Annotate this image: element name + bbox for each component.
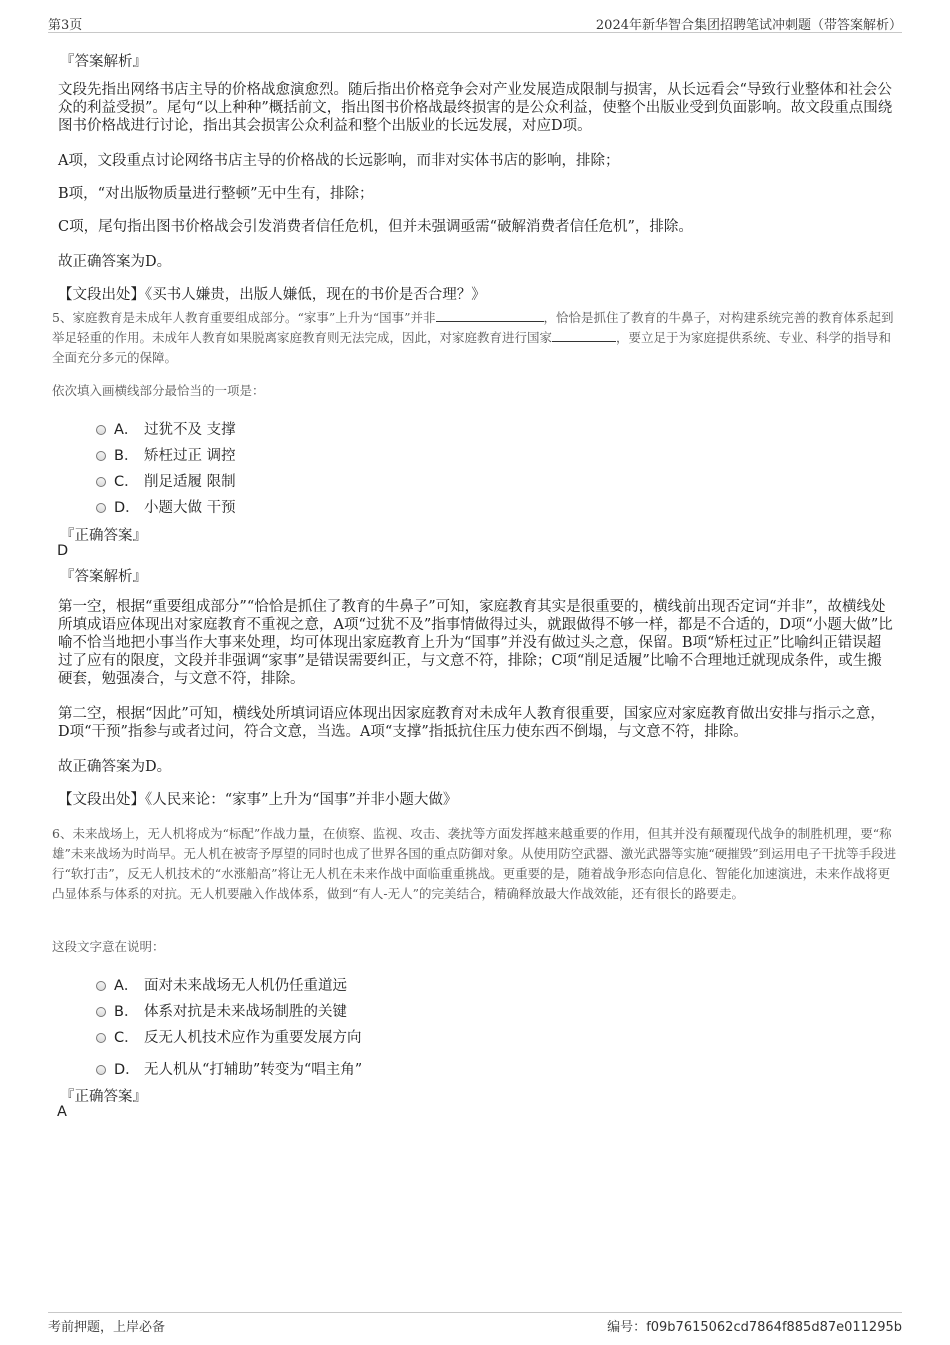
page-number: 第3页 xyxy=(48,18,83,33)
q6-option-d[interactable]: D． 无人机从“打辅助”转变为“唱主角” xyxy=(96,1058,362,1078)
analysis-option-c: C项，尾句指出图书价格战会引发消费者信任危机，但并未强调亟需“破解消费者信任危机”，排除。 xyxy=(58,219,693,235)
analysis-paragraph-2: 第二空，根据“因此”可知，横线处所填词语应体现出因家庭教育对未成年人教育很重要，国家应对家庭教育做出安排与指示之意，D项“干预”指参与或者过问，符合文意，当选。A项“支撑”指抵抗住压力使东西不倒塌，与文意不符，排除。 xyxy=(58,706,885,740)
q6-option-c[interactable]: C． 反无人机技术应作为重要发展方向 xyxy=(96,1026,362,1046)
q5-option-b[interactable]: B． 矫枉过正 调控 xyxy=(96,444,236,464)
radio-icon[interactable] xyxy=(96,981,106,991)
radio-icon[interactable] xyxy=(96,477,106,487)
page-footer xyxy=(48,1312,902,1338)
question-5-prompt: 依次填入画横线部分最恰当的一项是： xyxy=(52,383,265,398)
document-title: 2024年新华智合集团招聘笔试冲刺题（带答案解析） xyxy=(595,18,902,33)
footer-slogan: 考前押题，上岸必备 xyxy=(48,1320,166,1335)
analysis-conclusion: 故正确答案为D。 xyxy=(58,759,172,775)
radio-icon[interactable] xyxy=(96,1065,106,1075)
analysis-conclusion: 故正确答案为D。 xyxy=(58,254,172,270)
passage-source: 【文段出处】《人民来论：“家事”上升为“国事”并非小题大做》 xyxy=(58,792,458,808)
radio-icon[interactable] xyxy=(96,451,106,461)
page-header xyxy=(48,14,902,33)
question-6-stem: 6、未来战场上，无人机将成为“标配”作战力量，在侦察、监视、攻击、袭扰等方面发挥越来越重要的作用，但其并没有颠覆现代战争的制胜机理，要“称雄”未来战场为时尚早。无人机在被寄予厚望的同时也成了世界各国的重点防御对象。从使用防空武器、激光武器等实施“硬摧毁”到运用电子干扰等手段进行“软打击”，反无人机技术的“水涨船高”将让无人机在未来作战中面临重重挑战。更重要的是，随着战争形态向信息化、智能化加速演进，未来作战将更凸显体系与体系的对抗。无人机要融入作战体系，做到“有人-无人”的完美结合，精确释放最大作战效能，还有很长的路要走。 xyxy=(52,826,897,901)
correct-answer: D xyxy=(57,543,69,559)
radio-icon[interactable] xyxy=(96,503,106,513)
radio-icon[interactable] xyxy=(96,425,106,435)
radio-icon[interactable] xyxy=(96,1007,106,1017)
analysis-label: 『答案解析』 xyxy=(60,54,147,70)
answer-label: 『正确答案』 xyxy=(60,1089,147,1105)
q5-option-c[interactable]: C． 削足适履 限制 xyxy=(96,470,236,490)
analysis-option-b: B项，“对出版物质量进行整顿”无中生有，排除； xyxy=(58,186,374,202)
q6-option-a[interactable]: A． 面对未来战场无人机仍任重道远 xyxy=(96,974,347,994)
document-code: 编号：f09b7615062cd7864f885d87e011295b xyxy=(607,1320,902,1335)
answer-label: 『正确答案』 xyxy=(60,528,147,544)
analysis-label: 『答案解析』 xyxy=(60,569,147,585)
correct-answer: A xyxy=(57,1104,67,1120)
passage-source: 【文段出处】《买书人嫌贵，出版人嫌低，现在的书价是否合理？》 xyxy=(58,287,486,303)
analysis-paragraph: 文段先指出网络书店主导的价格战愈演愈烈。随后指出价格竞争会对产业发展造成限制与损害，从长远看会“导致行业整体和社会公众的利益受损”。尾句“以上种种”概括前文，指出图书价格战最终损害的是公众利益，使整个出版业受到负面影响。故文段重点围绕图书价格战进行讨论，指出其会损害公众利益和整个出版业的长远发展，对应D项。 xyxy=(58,82,893,134)
question-5-stem: 5、家庭教育是未成年人教育重要组成部分。“家事”上升为“国事”并非 ，恰恰是抓住了教育的牛鼻子，对构建系统完善的教育体系起到举足轻重的作用。未成年人教育如果脱离家庭教育则无法完成，因此，对家庭教育进行国家 ，要立足于为家庭提供系统、专业、科学的指导和全面充分多元的保障。 xyxy=(52,310,894,365)
q5-option-a[interactable]: A． 过犹不及 支撑 xyxy=(96,418,236,438)
radio-icon[interactable] xyxy=(96,1033,106,1043)
q6-option-b[interactable]: B． 体系对抗是未来战场制胜的关键 xyxy=(96,1000,347,1020)
analysis-option-a: A项，文段重点讨论网络书店主导的价格战的长远影响，而非对实体书店的影响，排除； xyxy=(58,153,620,169)
analysis-paragraph-1: 第一空，根据“重要组成部分”“恰恰是抓住了教育的牛鼻子”可知，家庭教育其实是很重要的，横线前出现否定词“并非”，故横线处所填成语应体现出对家庭教育不重视之意，A项“过犹不及”指事情做得过头，就跟做得不够一样，都是不合适的，D项“小题大做”比喻不恰当地把小事当作大事来处理，均可体现出家庭教育上升为“国事”并没有做过头之意，保留。B项“矫枉过正”比喻纠正错误超过了应有的限度，文段并非强调“家事”是错误需要纠正，与文意不符，排除；C项“削足适履”比喻不合理地迁就现成条件，或生搬硬套，勉强凑合，与文意不符，排除。 xyxy=(58,599,893,687)
question-6-prompt: 这段文字意在说明： xyxy=(52,939,165,954)
q5-option-d[interactable]: D． 小题大做 干预 xyxy=(96,496,236,516)
